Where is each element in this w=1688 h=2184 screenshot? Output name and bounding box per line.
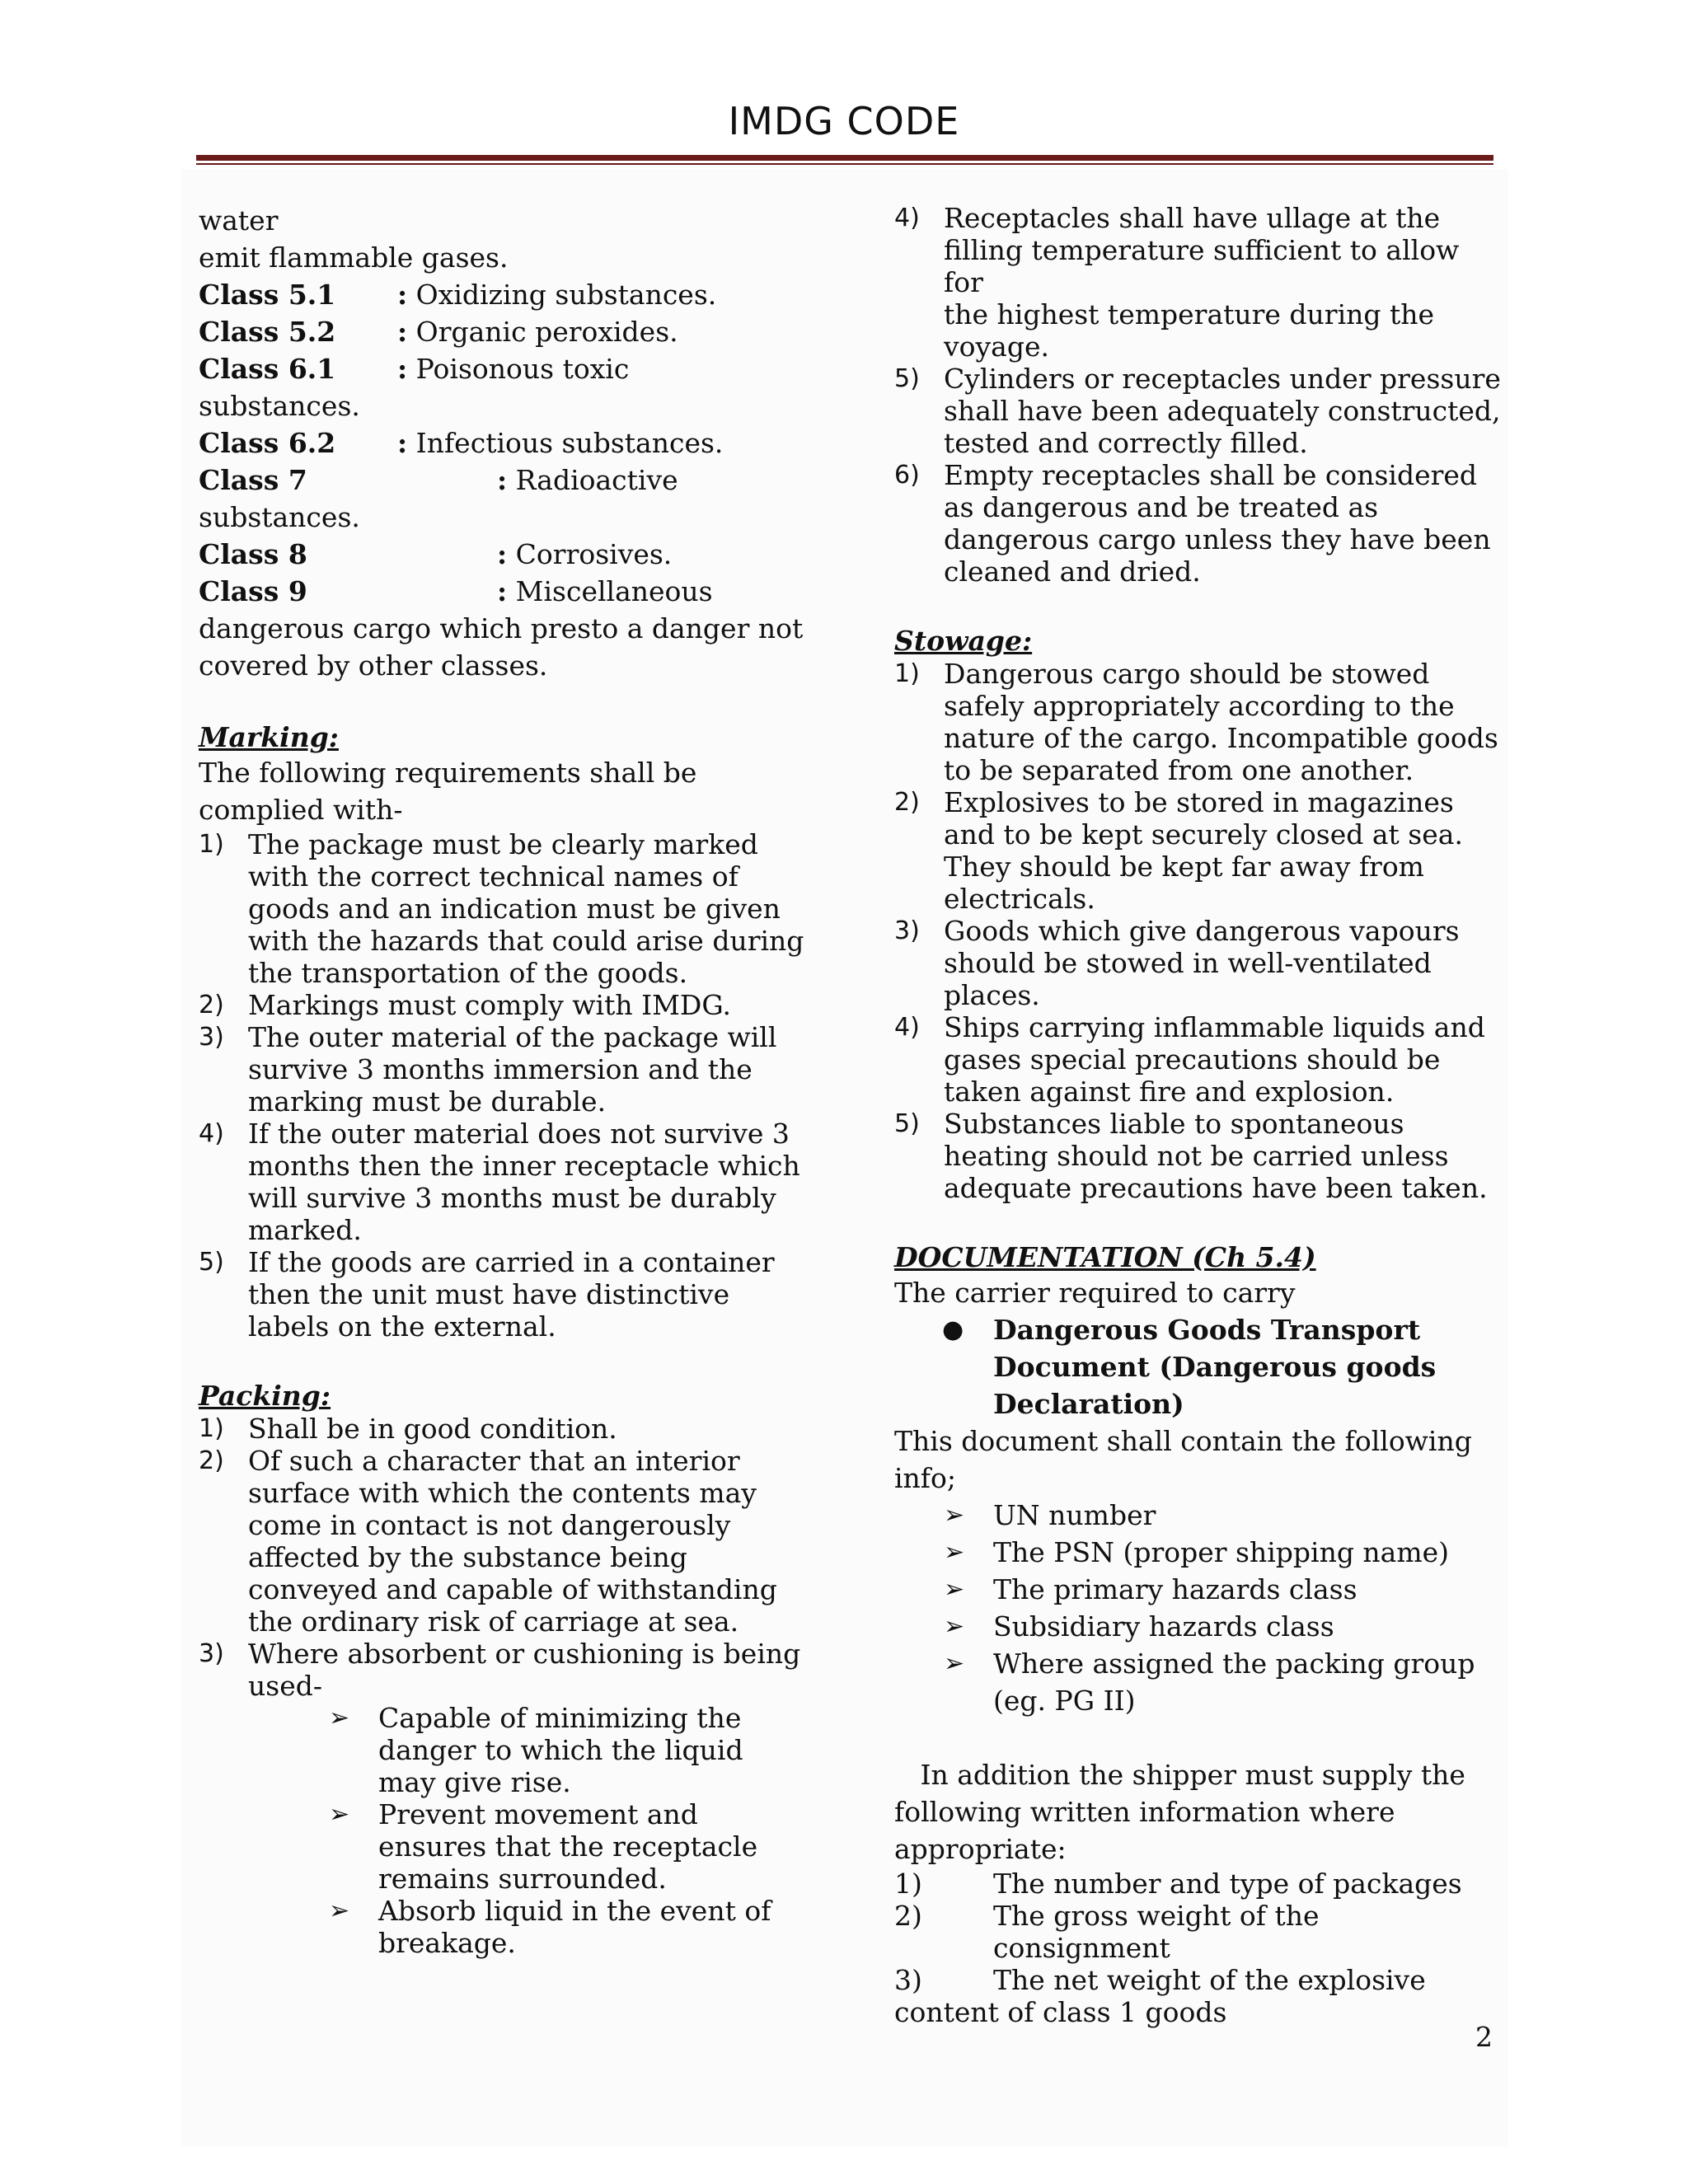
bullet-dot-icon: ● xyxy=(942,1315,964,1344)
text-line: In addition the shipper must supply the xyxy=(894,1759,1465,1791)
text-line: water xyxy=(199,204,279,237)
item-text: Dangerous Goods Transport Document (Dangerous goods Declaration) xyxy=(993,1314,1437,1420)
text-line: The carrier required to carry xyxy=(894,1277,1296,1309)
packing-list-continued xyxy=(894,202,1504,588)
list-item xyxy=(894,915,1504,1011)
list-item xyxy=(894,1868,1504,1900)
written-info-list xyxy=(894,1868,1504,1996)
class-desc: : Corrosives. xyxy=(497,538,673,570)
text-line: complied with- xyxy=(199,794,403,826)
text-line: info; xyxy=(894,1462,957,1494)
marking-list xyxy=(199,828,825,1343)
sub-list-item xyxy=(329,1702,825,1798)
section-heading-documentation: DOCUMENTATION (Ch 5.4) xyxy=(894,1241,1316,1273)
item-text: Markings must comply with IMDG. xyxy=(248,989,732,1021)
class-continuation: substances. xyxy=(199,501,360,533)
header-rule-thin xyxy=(196,163,1493,165)
class-name: Class 7 xyxy=(199,464,307,496)
item-number: 5) xyxy=(199,1248,224,1277)
sub-list-item xyxy=(329,1895,825,1959)
item-text: Absorb liquid in the event of breakage. xyxy=(378,1895,771,1959)
bullet-item xyxy=(894,1311,1504,1422)
page-title: IMDG CODE xyxy=(728,99,960,143)
info-list xyxy=(894,1497,1504,1719)
packing-list xyxy=(199,1413,825,1702)
spacer xyxy=(894,1719,1504,1756)
item-text: The gross weight of the consignment xyxy=(993,1900,1320,1964)
item-number: 3) xyxy=(894,916,920,945)
text-line: This document shall contain the following xyxy=(894,1425,1472,1457)
item-text: Prevent movement and ensures that the receptacle remains surrounded. xyxy=(378,1798,758,1895)
section-heading-stowage: Stowage: xyxy=(894,625,1033,657)
list-item xyxy=(199,1413,825,1445)
item-number: 1) xyxy=(894,1868,922,1900)
arrow-bullet-icon: ➢ xyxy=(944,1501,965,1530)
item-number: 5) xyxy=(894,364,920,393)
class-continuation: substances. xyxy=(199,390,360,422)
list-item xyxy=(944,1571,1504,1608)
class-name: Class 8 xyxy=(199,538,307,570)
text-line: appropriate: xyxy=(894,1833,1067,1865)
list-item xyxy=(894,658,1504,786)
item-text: Explosives to be stored in magazines and to be kept securely closed at sea. They should be kept far away from electricals. xyxy=(944,786,1463,915)
list-item xyxy=(894,1011,1504,1108)
item-number: 1) xyxy=(894,659,920,688)
class-desc: : Miscellaneous xyxy=(497,575,713,607)
item-number: 2) xyxy=(894,1900,922,1932)
list-item xyxy=(199,1445,825,1638)
text-line: covered by other classes. xyxy=(199,649,548,682)
item-text: Dangerous cargo should be stowed safely appropriately according to the nature of the cargo. Incompatible goods to be separated from one another. xyxy=(944,658,1498,786)
item-number: 6) xyxy=(894,461,920,490)
section-heading-packing: Packing: xyxy=(199,1380,331,1412)
class-name: Class 5.2 xyxy=(199,316,336,348)
item-number: 4) xyxy=(894,1013,920,1042)
class-desc: : Poisonous toxic xyxy=(397,353,630,385)
list-item xyxy=(199,989,825,1021)
list-item xyxy=(894,786,1504,915)
class-desc: : Organic peroxides. xyxy=(397,316,678,348)
list-item xyxy=(199,1246,825,1343)
list-item xyxy=(944,1497,1504,1534)
item-text: Where absorbent or cushioning is being used- xyxy=(248,1638,801,1702)
item-text: If the outer material does not survive 3 months then the inner receptacle which will survive 3 months must be durably marked. xyxy=(248,1118,800,1246)
arrow-bullet-icon: ➢ xyxy=(329,1800,350,1829)
arrow-bullet-icon: ➢ xyxy=(944,1538,965,1567)
section-heading-marking: Marking: xyxy=(199,721,339,753)
left-column xyxy=(199,202,825,1959)
class-desc: : Oxidizing substances. xyxy=(397,279,717,311)
arrow-bullet-icon: ➢ xyxy=(944,1612,965,1641)
list-item xyxy=(944,1608,1504,1645)
item-text: Where assigned the packing group (eg. PG II) xyxy=(993,1647,1475,1717)
item-number: 1) xyxy=(199,1414,224,1443)
item-text: The outer material of the package will survive 3 months immersion and the marking must be durable. xyxy=(248,1021,777,1118)
item-text: If the goods are carried in a container then the unit must have distinctive labels on the external. xyxy=(248,1246,775,1343)
packing-sub-list xyxy=(199,1702,825,1959)
arrow-bullet-icon: ➢ xyxy=(329,1896,350,1925)
class-row xyxy=(199,350,825,387)
item-text: Shall be in good condition. xyxy=(248,1413,617,1445)
item-text: Of such a character that an interior surface with which the contents may come in contact is not dangerously affected by the substance being conveyed and capable of withstanding the ordinary risk of carriage at sea. xyxy=(248,1445,777,1638)
list-item xyxy=(894,1964,1504,1996)
text-line: dangerous cargo which presto a danger not xyxy=(199,612,804,644)
item-number: 3) xyxy=(894,1964,922,1996)
class-row xyxy=(199,462,825,499)
item-number: 4) xyxy=(894,204,920,232)
item-number: 1) xyxy=(199,830,224,859)
list-item xyxy=(944,1534,1504,1571)
item-number: 2) xyxy=(894,788,920,817)
class-row xyxy=(199,536,825,573)
page-number: 2 xyxy=(1475,2021,1493,2053)
class-name: Class 5.1 xyxy=(199,279,336,311)
arrow-bullet-icon: ➢ xyxy=(329,1704,350,1732)
class-row xyxy=(199,313,825,350)
class-desc: : Radioactive xyxy=(497,464,678,496)
list-item xyxy=(199,1118,825,1246)
item-text: The number and type of packages xyxy=(993,1868,1462,1900)
text-line: content of class 1 goods xyxy=(894,1996,1227,2028)
header-rule xyxy=(196,155,1493,161)
list-item xyxy=(944,1645,1504,1719)
item-text: Goods which give dangerous vapours should be stowed in well-ventilated places. xyxy=(944,915,1460,1011)
class-row xyxy=(199,276,825,313)
right-column xyxy=(894,202,1504,2028)
item-number: 3) xyxy=(199,1023,224,1052)
text-line: following written information where xyxy=(894,1796,1395,1828)
class-row xyxy=(199,573,825,610)
item-text: Cylinders or receptacles under pressure shall have been adequately constructed, tested and correctly filled. xyxy=(944,363,1501,459)
class-name: Class 9 xyxy=(199,575,307,607)
text-line: The following requirements shall be xyxy=(199,757,697,789)
class-desc: : Infectious substances. xyxy=(397,427,724,459)
item-text: The package must be clearly marked with the correct technical names of goods and an indication must be given with the hazards that could arise during the transportation of the goods. xyxy=(248,828,804,989)
item-text: Capable of minimizing the danger to which the liquid may give rise. xyxy=(378,1702,743,1798)
list-item xyxy=(199,1021,825,1118)
list-item xyxy=(894,1900,1504,1964)
item-number: 5) xyxy=(894,1109,920,1138)
class-row xyxy=(199,424,825,462)
item-text: Subsidiary hazards class xyxy=(993,1610,1334,1643)
item-number: 2) xyxy=(199,991,224,1019)
arrow-bullet-icon: ➢ xyxy=(944,1575,965,1604)
list-item xyxy=(199,828,825,989)
stowage-list xyxy=(894,658,1504,1204)
sub-list-item xyxy=(329,1798,825,1895)
item-text: Empty receptacles shall be considered as dangerous and be treated as dangerous cargo unless they have been cleaned and dried. xyxy=(944,459,1491,588)
item-text: Substances liable to spontaneous heating should not be carried unless adequate precautions have been taken. xyxy=(944,1108,1488,1204)
list-item xyxy=(894,363,1504,459)
item-number: 4) xyxy=(199,1119,224,1148)
list-item xyxy=(894,1108,1504,1204)
arrow-bullet-icon: ➢ xyxy=(944,1649,965,1678)
list-item xyxy=(894,459,1504,588)
class-name: Class 6.1 xyxy=(199,353,336,385)
text-line: emit flammable gases. xyxy=(199,241,509,274)
list-item xyxy=(894,202,1504,363)
item-text: The PSN (proper shipping name) xyxy=(993,1536,1450,1568)
item-text: Receptacles shall have ullage at the filling temperature sufficient to allow for the highest temperature during the voyage. xyxy=(944,202,1460,363)
list-item xyxy=(199,1638,825,1702)
item-number: 3) xyxy=(199,1639,224,1668)
class-name: Class 6.2 xyxy=(199,427,336,459)
item-text: UN number xyxy=(993,1499,1156,1531)
item-text: The primary hazards class xyxy=(993,1573,1357,1605)
item-number: 2) xyxy=(199,1446,224,1475)
item-text: The net weight of the explosive xyxy=(993,1964,1426,1996)
item-text: Ships carrying inflammable liquids and gases special precautions should be taken against fire and explosion. xyxy=(944,1011,1485,1108)
